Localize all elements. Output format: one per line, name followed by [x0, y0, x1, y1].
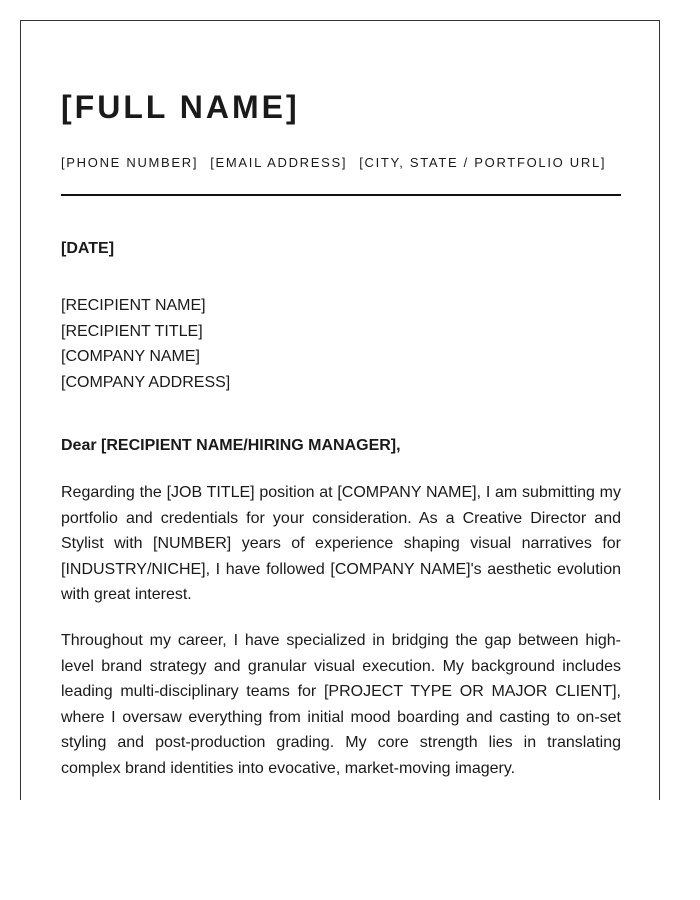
body-paragraph-1: Regarding the [JOB TITLE] position at [COMPANY NAME], I am submitting my portfolio and credentials for your consideration. As a Creative Director and Stylist with [NUMBER] years of experience shaping visual narratives for [INDUSTRY/NICHE], I have followed [COMPANY NAME]'s aesthetic evolution with great interest. — [61, 484, 621, 603]
letter-date: [DATE] — [61, 240, 115, 257]
header-divider — [61, 194, 621, 196]
recipient-block — [61, 293, 230, 395]
recipient-title: [RECIPIENT TITLE] — [61, 322, 203, 340]
phone-number: [PHONE NUMBER] — [61, 155, 199, 170]
recipient-name: [RECIPIENT NAME] — [61, 297, 206, 314]
body-paragraph-2: Throughout my career, I have specialized in bridging the gap between high-level brand strategy and granular visual execution. My background includes leading multi-disciplinary teams for [PROJECT TYPE OR MAJOR CLIENT], where I oversaw everything from initial mood boarding and casting to on-set styling and post-production grading. My core strength lies in translating complex brand identities into evocative, market-moving imagery. — [61, 632, 621, 777]
company-name: [COMPANY NAME] — [61, 348, 200, 365]
salutation: Dear [RECIPIENT NAME/HIRING MANAGER], — [61, 437, 401, 454]
location-portfolio: [CITY, STATE / PORTFOLIO URL] — [359, 155, 607, 170]
contact-line — [61, 155, 621, 171]
company-address: [COMPANY ADDRESS] — [61, 373, 231, 391]
applicant-name: [FULL NAME] — [61, 89, 300, 125]
document-page — [20, 20, 660, 800]
email-address: [EMAIL ADDRESS] — [210, 155, 348, 170]
